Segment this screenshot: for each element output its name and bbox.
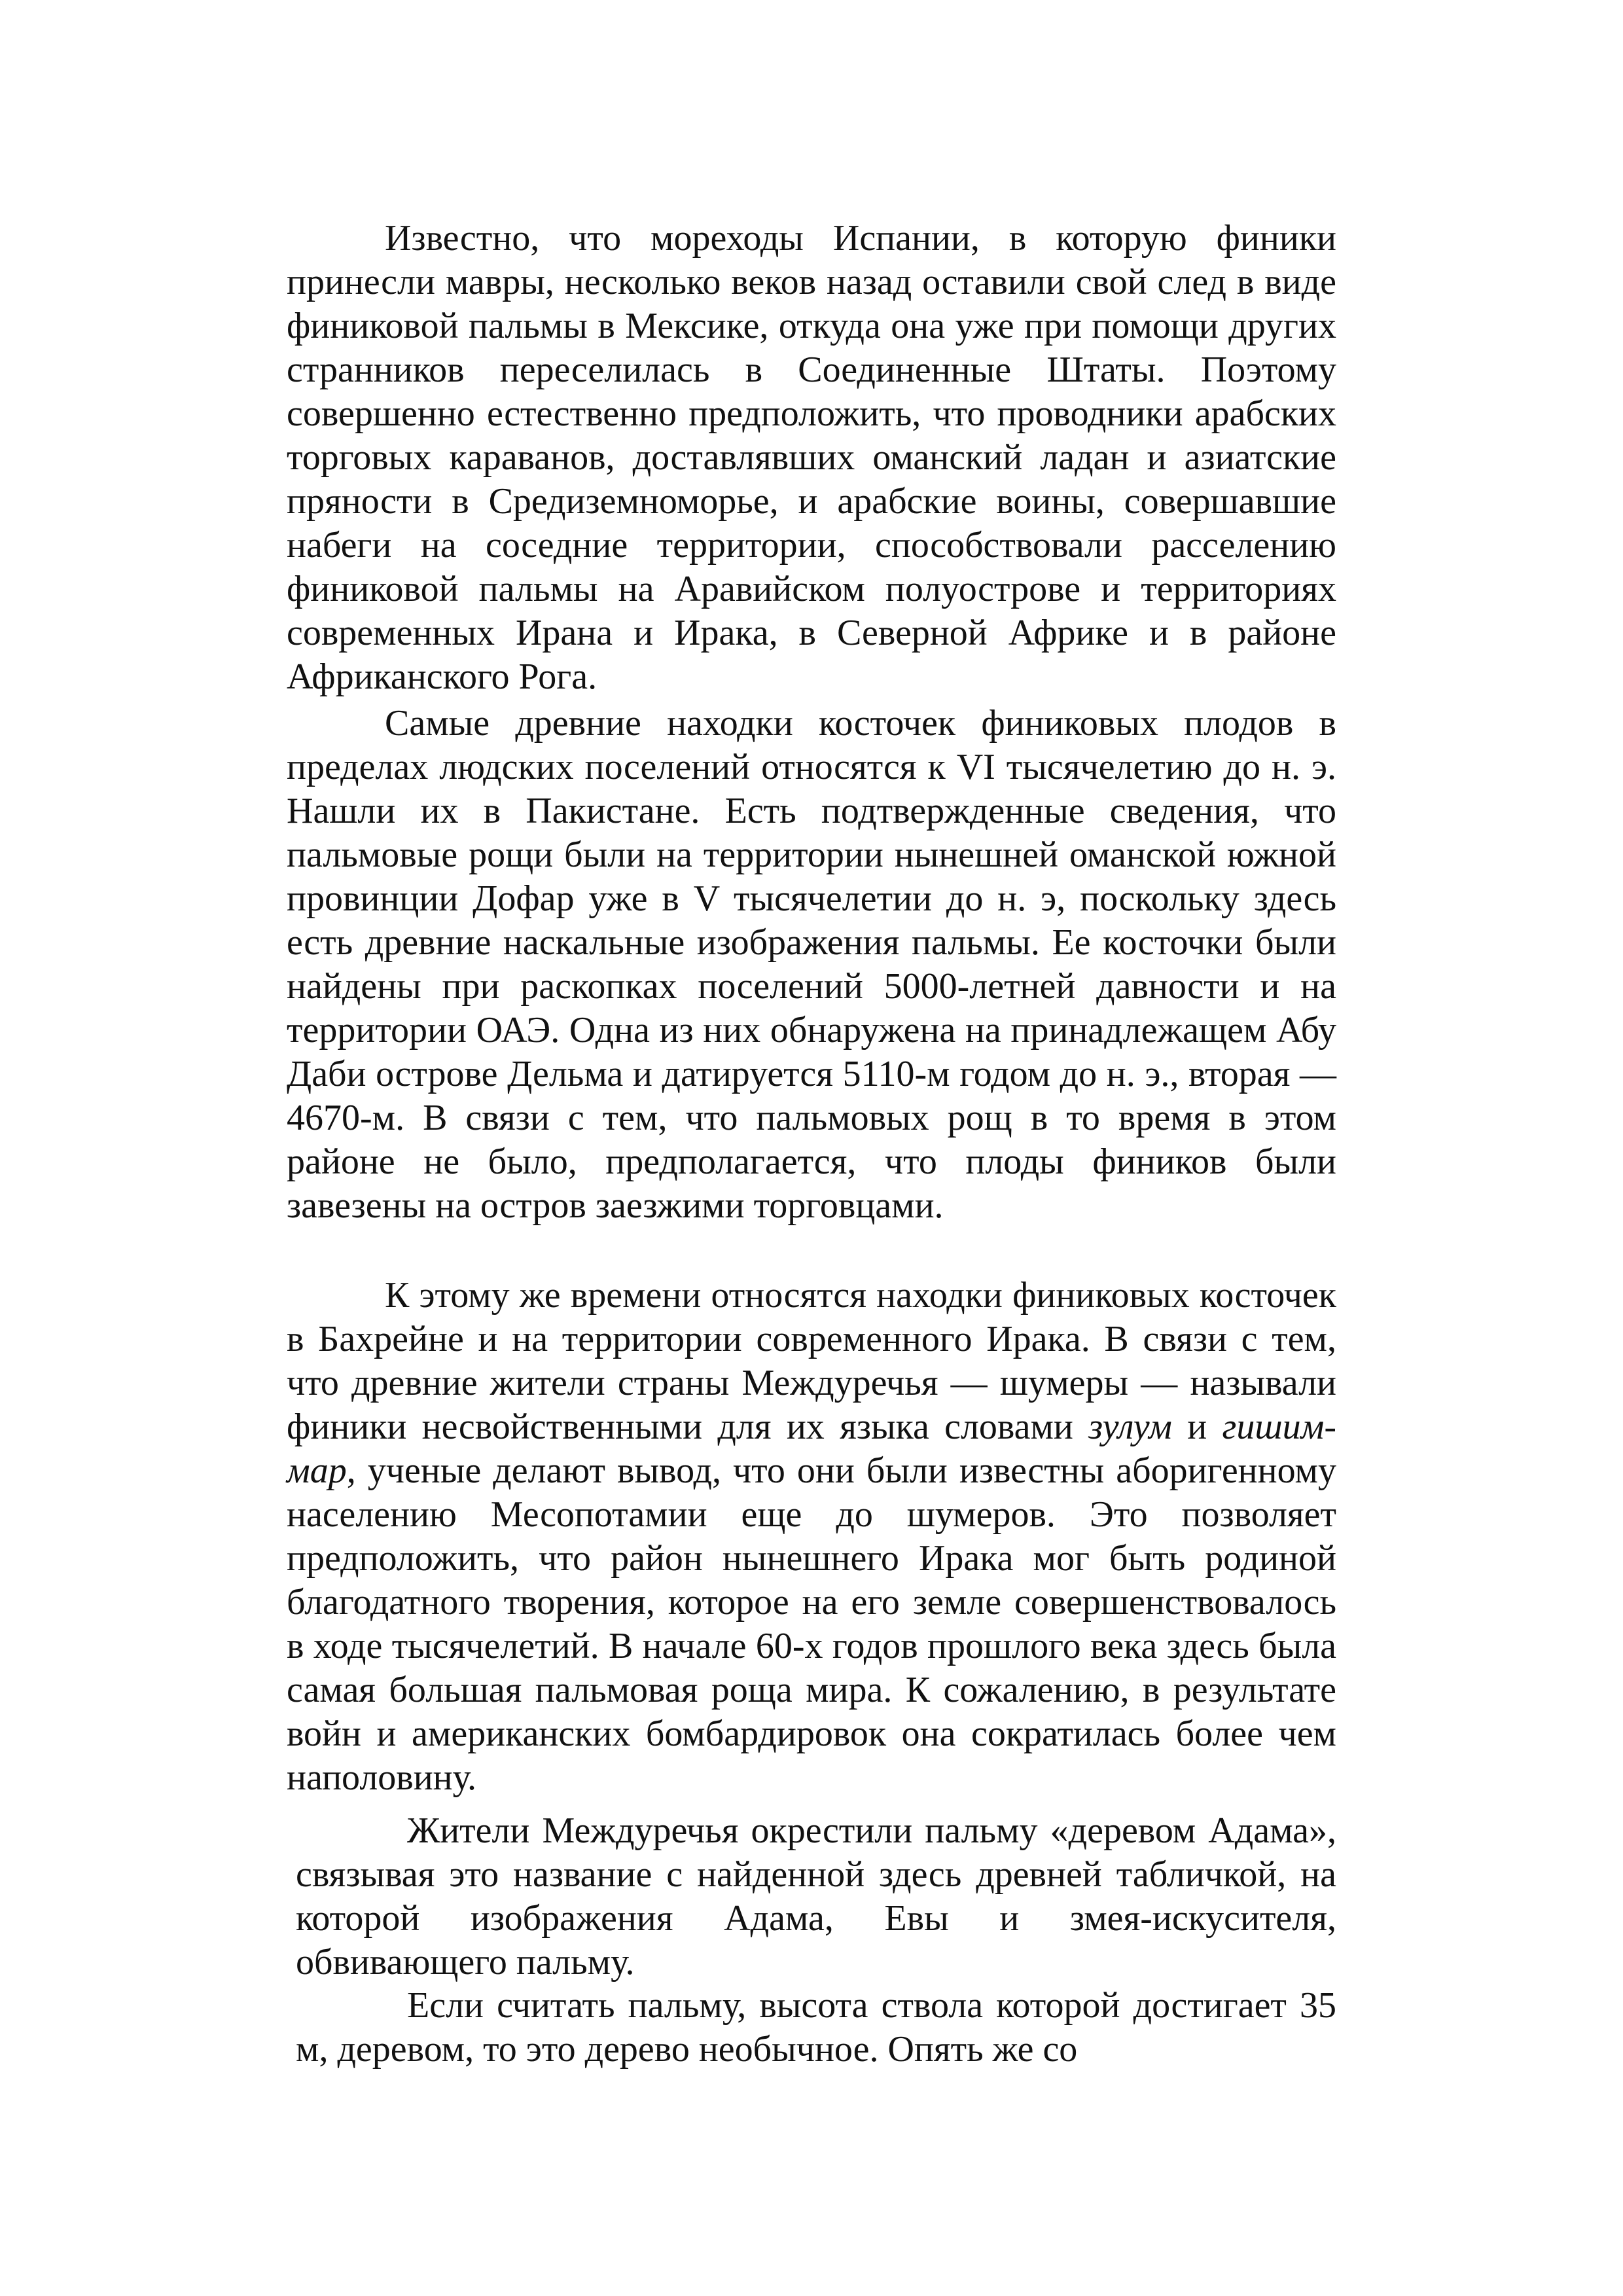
paragraph-3-part-1: К этому же времени относятся находки финиковых косточек в Бахрейне и на территории современного Ирака. В связи с тем, что древние жители страны Междуречья — шумеры — называли финики несвойственными для их языка словами xyxy=(287,1275,1336,1447)
italic-term-gishim-mar: гишим-мар xyxy=(287,1407,1336,1491)
paragraph-3 xyxy=(287,1274,1336,1800)
paragraph-4 xyxy=(296,1809,1336,1984)
paragraph-4-text: Жители Междуречья окрестили пальму «деревом Адама», связывая это название с найденной здесь древней табличкой, на которой изображения Адама, Евы и змея-искусителя, обвивающего пальму. xyxy=(296,1810,1336,1982)
paragraph-3-conjunction: и xyxy=(1171,1407,1222,1447)
paragraph-1-text: Известно, что мореходы Испании, в которую финики принесли мавры, несколько веков назад оставили свой след в виде финиковой пальмы в Мексике, откуда она уже при помощи других странников переселилась в Соединенные Штаты. Поэтому совершенно естественно предположить, что проводники арабских торговых караванов, доставлявших оманский ладан и азиатские пряности в Средиземноморье, и арабские воины, совершавшие набеги на соседние территории, способствовали расселению финиковой пальмы на Аравийском полуострове и территориях современных Ирана и Ирака, в Северной Африке и в районе Африканского Рога. xyxy=(287,218,1336,697)
paragraph-2-text: Самые древние находки косточек финиковых плодов в пределах людских поселений относятся к VI тысячелетию до н. э. Нашли их в Пакистане. Есть подтвержденные сведения, что пальмовые рощи были на территории нынешней оманской южной провинции Дофар уже в V тысячелетии до н. э, поскольку здесь есть древние наскальные изображения пальмы. Ее косточки были найдены при раскопках поселений 5000-летней давности и на территории ОАЭ. Одна из них обнаружена на принадлежащем Абу Даби острове Дельма и датируется 5110-м годом до н. э., вторая — 4670-м. В связи с тем, что пальмовых рощ в то время в этом районе не было, предполагается, что плоды фиников были завезены на остров заезжими торговцами. xyxy=(287,703,1336,1226)
paragraph-3-part-2: , ученые делают вывод, что они были известны аборигенному населению Месопотамии еще до шумеров. Это позволяет предположить, что район нынешнего Ирака мог быть родиной благодатного творения, которое на его земле совершенствовалось в ходе тысячелетий. В начале 60-х годов прошлого века здесь была самая большая пальмовая роща мира. К сожалению, в результате войн и американских бомбардировок она сократилась более чем наполовину. xyxy=(287,1450,1336,1798)
paragraph-5-text: Если считать пальму, высота ствола которой достигает 35 м, деревом, то это дерево необычное. Опять же со xyxy=(296,1985,1336,2070)
paragraph-2 xyxy=(287,702,1336,1228)
paragraph-5 xyxy=(296,1984,1336,2072)
italic-term-zulum: зулум xyxy=(1088,1407,1172,1447)
paragraph-3-text xyxy=(287,1274,1336,1800)
paragraph-1 xyxy=(287,217,1336,699)
